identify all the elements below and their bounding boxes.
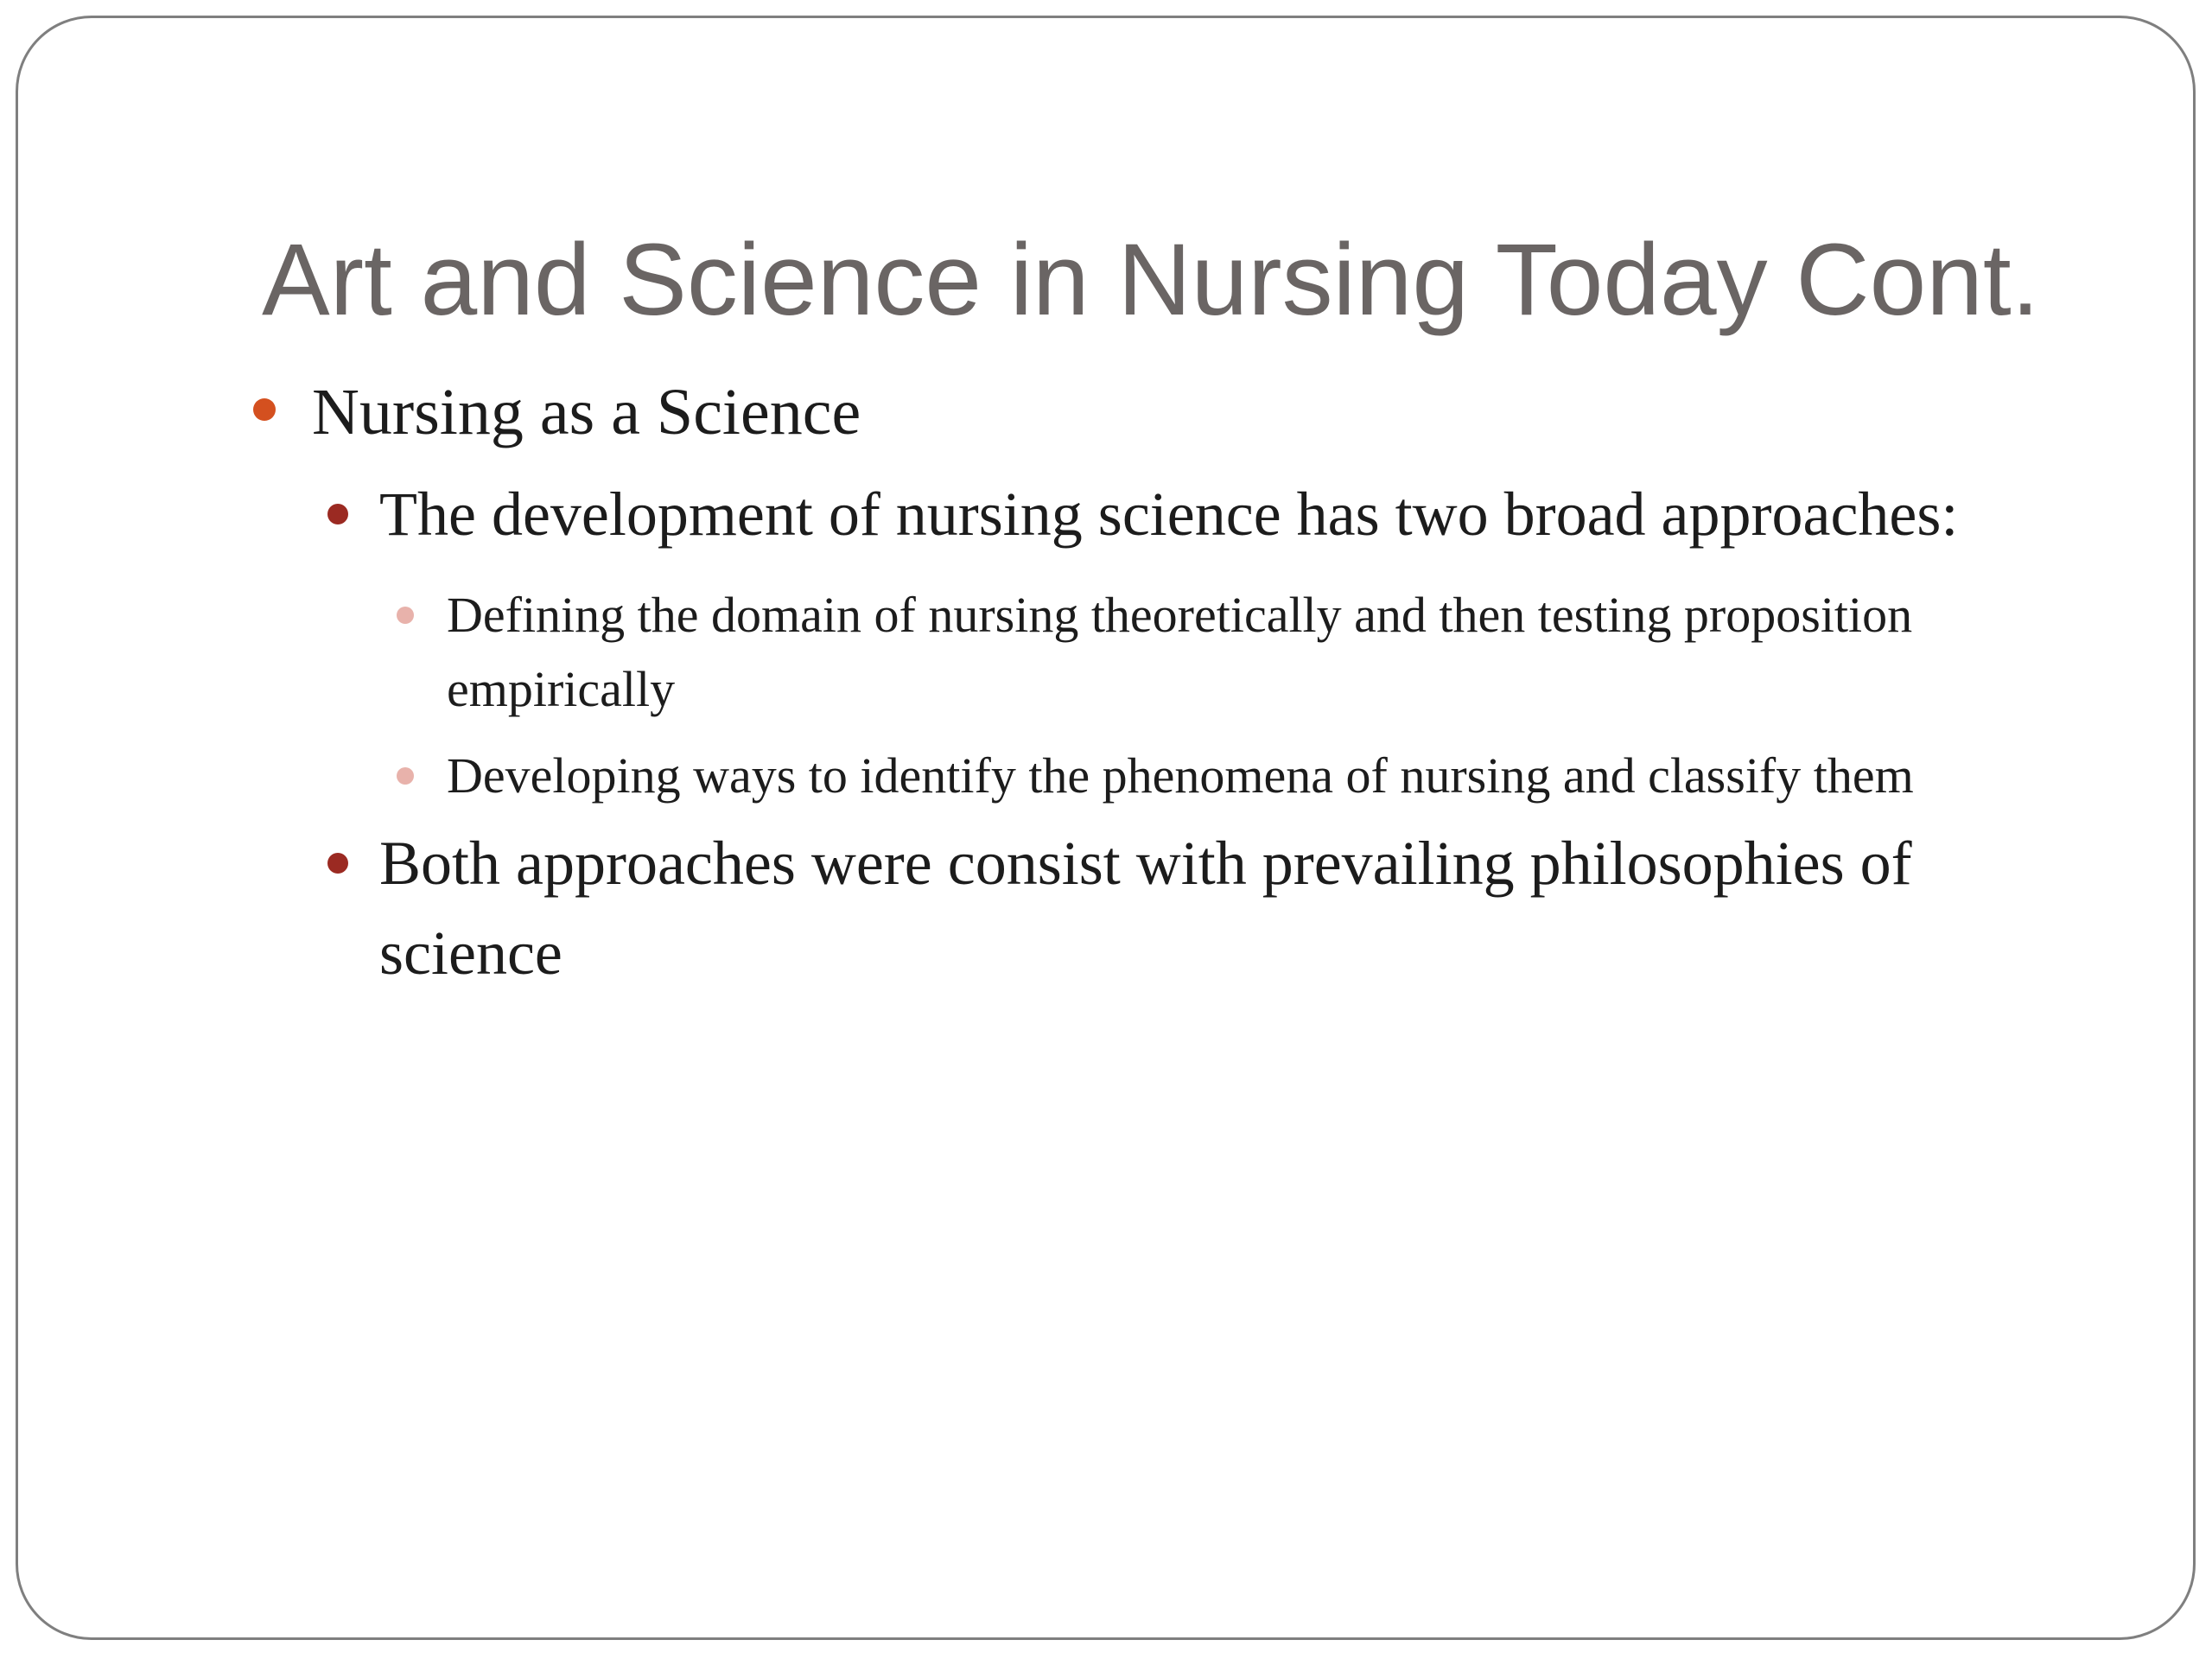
bullet-defining-domain-line1: Defining the domain of nursing theoretically and then testing proposition — [447, 587, 1913, 643]
bullet-defining-domain-line2: empirically — [447, 661, 676, 717]
bullet-level2-dot — [327, 853, 348, 874]
bullet-both-approaches-line1: Both approaches were consist with prevailing philosophies of — [379, 829, 1912, 898]
slide-title: Art and Science in Nursing Today Cont. — [262, 223, 2040, 337]
bullet-level3-dot — [397, 767, 414, 785]
bullet-level3-dot — [397, 607, 414, 624]
bullet-both-approaches-line2: science — [379, 918, 563, 988]
bullet-development-approaches: The development of nursing science has two broad approaches: — [379, 480, 1959, 549]
bullet-level1-dot — [253, 398, 276, 421]
bullet-nursing-as-science: Nursing as a Science — [312, 376, 861, 448]
slide-frame — [16, 16, 2196, 1640]
bullet-developing-ways: Developing ways to identify the phenomena of nursing and classify them — [447, 747, 1914, 804]
bullet-level2-dot — [327, 504, 348, 524]
